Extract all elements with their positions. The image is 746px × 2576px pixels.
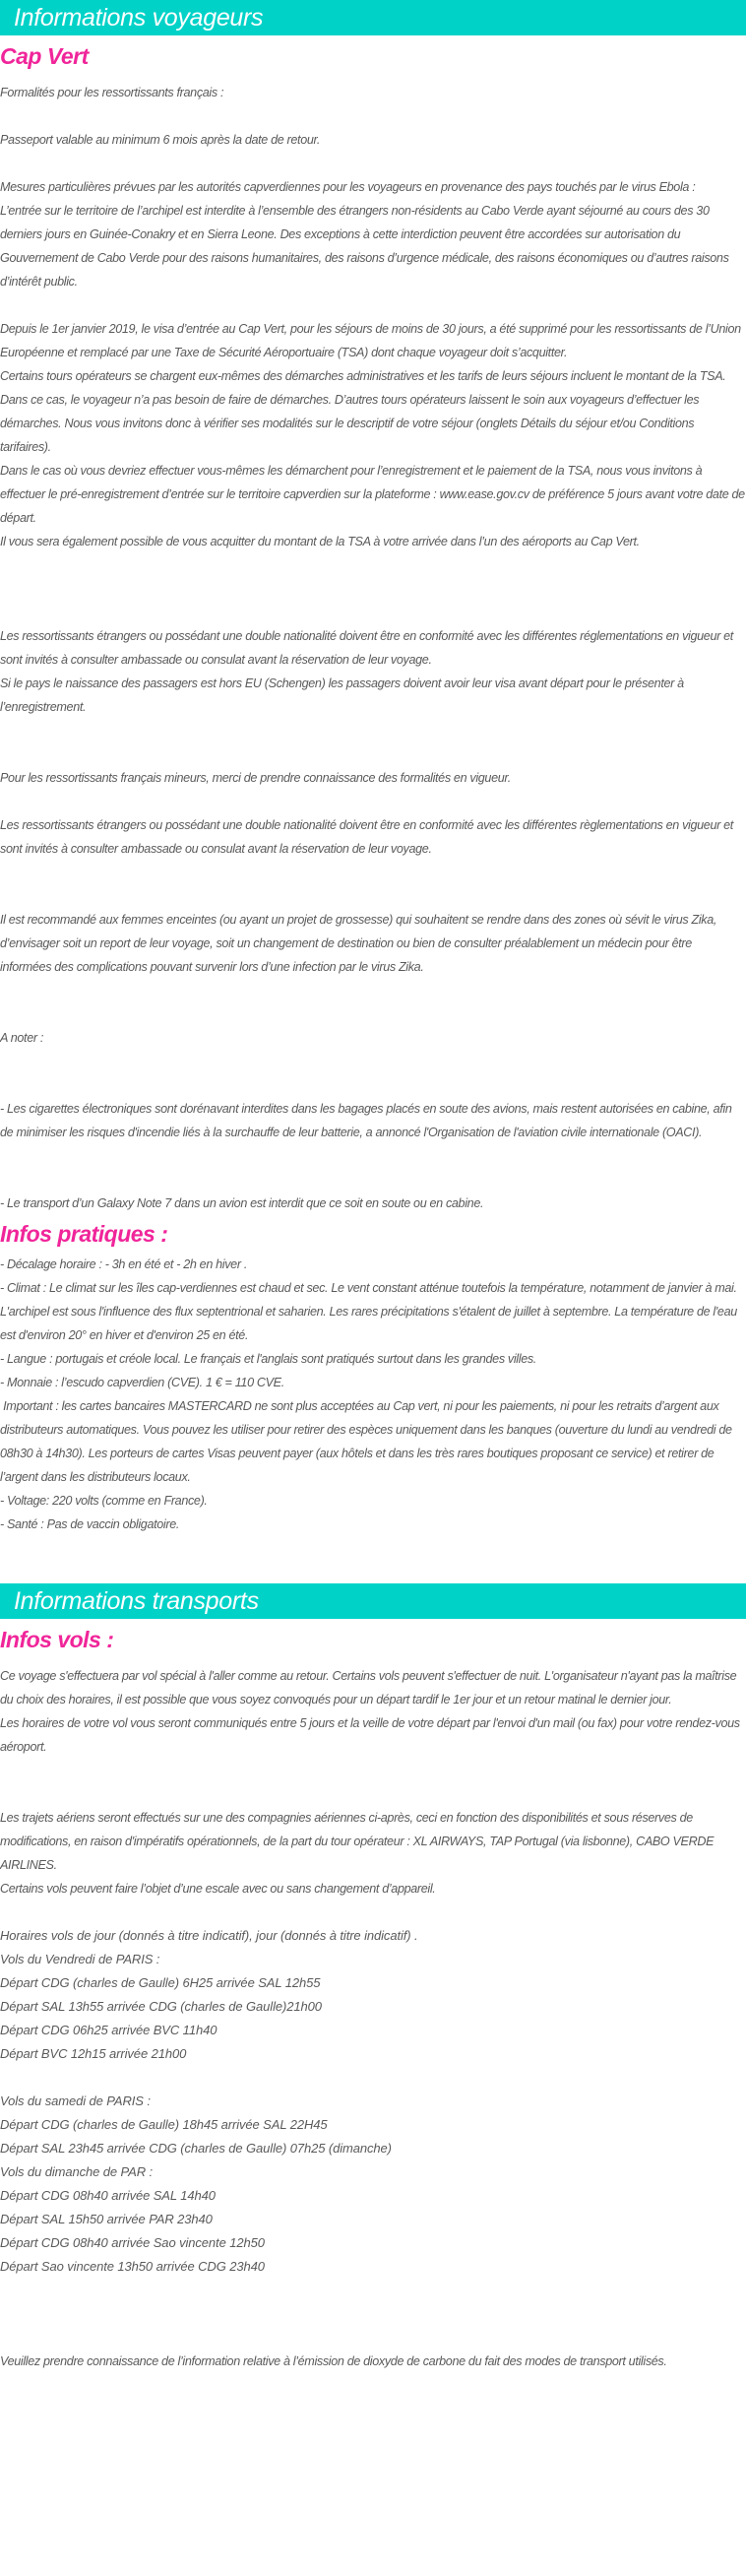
flight-schedule-friday — [0, 1924, 746, 2066]
country-title: Cap Vert — [0, 43, 89, 69]
schedule-line: Départ SAL 13h55 arrivée CDG (charles de Gaulle)21h00 — [0, 1999, 322, 2014]
practical-item-time-difference: - Décalage horaire : - 3h en été et - 2h en hiver . — [0, 1257, 247, 1271]
practical-item-climate: - Climat : Le climat sur les îles cap-verdiennes est chaud et sec. Le vent constant atténue toutefois la température, notamment de janvier à mai. L'archipel est sous l'influence des flux septentrional et saharien. Les rares précipitations s'étalent de juillet à septembre. La température de l'eau est d'environ 20° en hiver et d'environ 25 en été. — [0, 1281, 737, 1342]
schedule-line: Vols du samedi de PARIS : — [0, 2093, 151, 2108]
ebola-intro: Mesures particulières prévues par les autorités capverdiennes pour les voyageurs en provenance des pays touchés par le virus Ebola : — [0, 180, 696, 194]
section-header-transport: Informations transports — [0, 1583, 746, 1619]
practical-item-language: - Langue : portugais et créole local. Le français et l'anglais sont pratiqués surtout dans les grandes villes. — [0, 1352, 536, 1366]
co2-emission-notice: Veuillez prendre connaissance de l’information relative à l’émission de dioxyde de carbone du fait des modes de transport utilisés. — [0, 2354, 667, 2368]
special-flight-notice: Ce voyage s'effectuera par vol spécial à l'aller comme au retour. Certains vols peuvent s'effectuer de nuit. L'organisateur n'ayant pas la maîtrise du choix des horaires, il est possible que vous soyez convoqués pour un départ tardif le 1er jour et un retour matinal le dernier jour. — [0, 1669, 737, 1707]
foreign-nationals-notice: Les ressortissants étrangers ou possédant une double nationalité doivent être en conformité avec les différentes réglementations en vigueur et sont invités à consulter ambassade ou consulat avant la réservation de leur voyage. — [0, 629, 733, 667]
non-eu-visa-notice: Si le pays le naissance des passagers est hors EU (Schengen) les passagers doivent avoir leur visa avant départ pour le présenter à l’enregistrement. — [0, 676, 684, 714]
practical-info-section — [0, 1219, 746, 1536]
zika-notice: Il est recommandé aux femmes enceintes (ou ayant un projet de grossesse) qui souhaitent se rendre dans des zones où sévit le virus Zika, d’envisager soit un report de leur voyage, soit un changement de destination ou bien de consulter préalablement un médecin pour être informées des complications pouvant survenir lors d’une infection par le virus Zika. — [0, 913, 717, 974]
schedule-line: Départ SAL 15h50 arrivée PAR 23h40 — [0, 2212, 213, 2226]
tsa-paragraph-3: Dans le cas où vous devriez effectuer vous-mêmes les démarchent pour l’enregistrement et le paiement de la TSA, nous vous invitons à effectuer le pré-enregistrement d’entrée sur le territoire capverdien sur la plateforme : www.ease.gov.cv de préférence 5 jours avant votre date de départ. — [0, 464, 745, 525]
schedule-line: Départ CDG (charles de Gaulle) 18h45 arrivée SAL 22H45 — [0, 2117, 328, 2132]
schedule-line: Vols du dimanche de PAR : — [0, 2164, 154, 2179]
passport-requirement: Passeport valable au minimum 6 mois après la date de retour. — [0, 133, 321, 147]
tsa-paragraph-4: Il vous sera également possible de vous acquitter du montant de la TSA à votre arrivée dans l’un des aéroports au Cap Vert. — [0, 535, 640, 548]
e-cigarette-notice: - Les cigarettes électroniques sont dorénavant interdites dans les bagages placés en soute des avions, mais restent autorisées en cabine, afin de minimiser les risques d'incendie liés à la surchauffe de leur batterie, a annoncé l'Organisation de l'aviation civile internationale (OACI). — [0, 1102, 732, 1139]
schedule-line: Départ BVC 12h15 arrivée 21h00 — [0, 2046, 187, 2061]
flight-times-notice: Les horaires de votre vol vous seront communiqués entre 5 jours et la veille de votre départ par l'envoi d'un mail (ou fax) pour votre rendez-vous aéroport. — [0, 1716, 740, 1754]
tsa-paragraph-1: Depuis le 1er janvier 2019, le visa d’entrée au Cap Vert, pour les séjours de moins de 30 jours, a été supprimé pour les ressortissants de l’Union Européenne et remplacé par une Taxe de Sécurité Aéroportuaire (TSA) dont chaque voyageur doit s’acquitter. — [0, 322, 741, 359]
airlines-notice: Les trajets aériens seront effectués sur une des compagnies aériennes ci-après, ceci en fonction des disponibilités et sous réserves de modifications, en raison d'impératifs opérationnels, de la part du tour opérateur : XL AIRWAYS, TAP Portugal (via lisbonne), CABO VERDE AIRLINES. — [0, 1811, 715, 1872]
section-header-travellers: Informations voyageurs — [0, 0, 746, 35]
schedule-line: Horaires vols de jour (donnés à titre indicatif), jour (donnés à titre indicatif) . — [0, 1928, 418, 1943]
tsa-paragraph-2: Certains tours opérateurs se chargent eux-mêmes des démarches administratives et les tarifs de leurs séjours incluent le montant de la TSA. Dans ce cas, le voyageur n’a pas besoin de faire de démarches. D’autres tours opérateurs laissent le soin aux voyageurs d’effectuer les démarches. Nous vous invitons donc à vérifier ses modalités sur le descriptif de votre séjour (onglets Détails du séjour et/ou Conditions tarifaires). — [0, 369, 726, 454]
transport-info-section — [0, 1583, 746, 2397]
practical-item-currency: - Monnaie : l’escudo capverdien (CVE). 1 € = 110 CVE. — [0, 1376, 284, 1389]
schedule-line: Vols du Vendredi de PARIS : — [0, 1952, 160, 1966]
practical-item-health: - Santé : Pas de vaccin obligatoire. — [0, 1517, 180, 1531]
ebola-detail: L’entrée sur le territoire de l’archipel est interdite à l’ensemble des étrangers non-résidents au Cabo Verde ayant séjourné au cours des 30 derniers jours en Guinée-Conakry et en Sierra Leone. Des exceptions à cette interdiction peuvent être accordées sur autorisation du Gouvernement de Cabo Verde pour des raisons humanitaires, des raisons d’urgence médicale, des raisons économiques ou d’autres raisons d’intérêt public. — [0, 204, 729, 289]
foreign-nationals-notice-2: Les ressortissants étrangers ou possédant une double nationalité doivent être en conformité avec les différentes règlementations en vigueur et sont invités à consulter ambassade ou consulat avant la réservation de leur voyage. — [0, 818, 733, 856]
schedule-line: Départ SAL 23h45 arrivée CDG (charles de Gaulle) 07h25 (dimanche) — [0, 2141, 392, 2156]
schedule-line: Départ Sao vincente 13h50 arrivée CDG 23h40 — [0, 2259, 265, 2274]
practical-item-voltage: - Voltage: 220 volts (comme en France). — [0, 1494, 208, 1508]
travellers-info-section — [0, 0, 746, 1215]
schedule-line: Départ CDG 08h40 arrivée Sao vincente 12h50 — [0, 2235, 265, 2250]
schedule-line: Départ CDG 08h40 arrivée SAL 14h40 — [0, 2188, 216, 2203]
galaxy-note-notice: - Le transport d’un Galaxy Note 7 dans un avion est interdit que ce soit en soute ou en cabine. — [0, 1196, 484, 1210]
minors-notice: Pour les ressortissants français mineurs, merci de prendre connaissance des formalités en vigueur. — [0, 771, 511, 785]
note-label: A noter : — [0, 1031, 43, 1045]
formalities-intro: Formalités pour les ressortissants français : — [0, 86, 224, 99]
stopover-notice: Certains vols peuvent faire l’objet d’une escale avec ou sans changement d’appareil. — [0, 1882, 436, 1896]
practical-item-mastercard-warning: Important : les cartes bancaires MASTERCARD ne sont plus acceptées au Cap vert, ni pour les paiements, ni pour les retraits d’argent aux distributeurs automatiques. Vous pouvez les utiliser pour retirer des espèces uniquement dans les banques (ouverture du lundi au vendredi de 08h30 à 14h30). Les porteurs de cartes Visas peuvent payer (aux hôtels et dans les très rares boutiques proposant ce service) et retirer de l’argent dans les distributeurs locaux. — [0, 1399, 735, 1484]
flight-schedule-weekend — [0, 2090, 746, 2279]
schedule-line: Départ CDG 06h25 arrivée BVC 11h40 — [0, 2023, 218, 2037]
practical-info-title: Infos pratiques : — [0, 1221, 168, 1247]
schedule-line: Départ CDG (charles de Gaulle) 6H25 arrivée SAL 12h55 — [0, 1975, 321, 1990]
flights-info-title: Infos vols : — [0, 1627, 114, 1652]
